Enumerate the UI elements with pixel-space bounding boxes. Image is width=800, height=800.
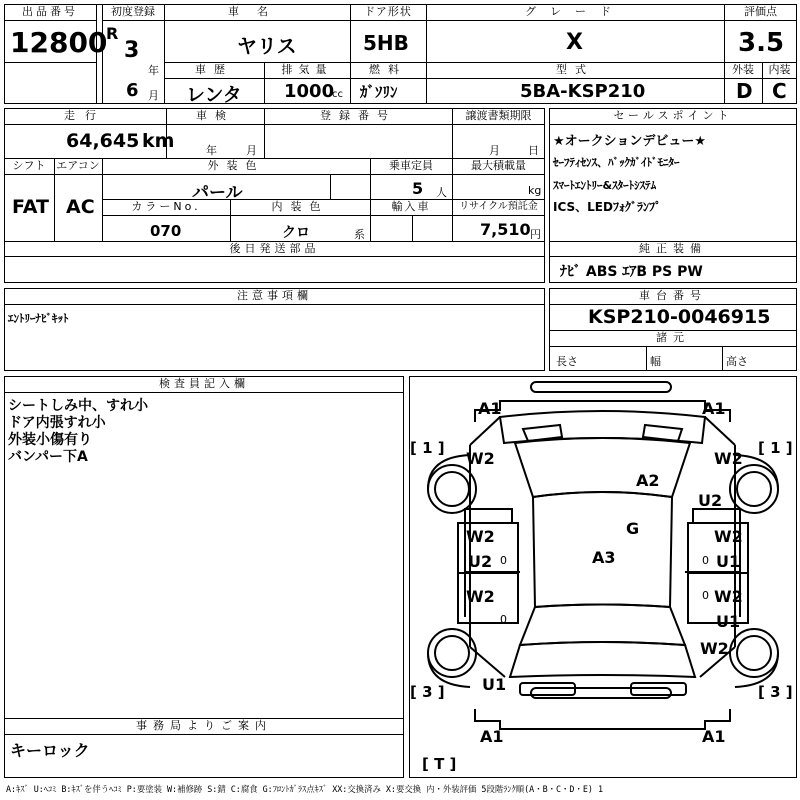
mark-a1-tl: A1 [478,399,502,418]
inspector-line-3: 外装小傷有り [8,432,92,448]
car-name: ヤリス [237,34,297,58]
mark-u2-ml: U2 [468,552,493,571]
ext-label: 外装 [732,63,754,76]
dim-height: 高さ [726,355,748,368]
mark-u1-bl: U1 [482,675,507,694]
mark-u2-r: U2 [698,491,723,510]
model-code: 5BA-KSP210 [520,81,646,102]
reg-month: 6 [126,80,139,101]
capacity: 5 [412,179,424,198]
sales-line-2: ｾｰﾌﾃｨｾﾝｽ、ﾊﾞｯｸｶﾞｲﾄﾞﾓﾆﾀｰ [553,156,680,169]
inspector-label: 検査員記入欄 [159,377,249,390]
load-label: 最大積載量 [471,159,526,172]
capacity-label: 乗車定員 [389,159,433,172]
mark-bracket-1l: [ 1 ] [410,439,445,457]
mark-zero-3: 0 [500,613,507,626]
score-label: 評価点 [744,5,777,18]
office-note: キーロック [10,741,90,760]
mark-a3: A3 [592,548,616,567]
disp-unit: cc [332,89,343,100]
history: レンタ [186,84,242,106]
year-unit: 年 [148,64,159,77]
load-unit: kg [528,184,542,197]
mark-zero-2: 0 [702,554,709,567]
mark-w2-ml: W2 [466,527,495,546]
reg-year: 3 [124,38,140,63]
mark-a1-tr: A1 [702,399,726,418]
sales-line-1: ★オークションデビュー★ [553,134,707,149]
mileage: 64,645 [66,130,140,152]
import-label: 輸入車 [391,200,431,213]
shift-label: シフト [12,159,46,172]
inspector-line-1: シートしみ中、すれ小 [8,398,148,414]
int-label: 内装 [768,63,791,76]
sales-label: セールスポイント [613,109,733,122]
intcolor-unit: 系 [354,228,365,241]
int-grade: C [772,79,787,103]
fuel: ｶﾞｿﾘﾝ [360,83,398,101]
displacement: 1000 [284,81,335,102]
color-label: 外装色 [207,159,265,172]
mileage-unit: km [142,130,175,152]
colorno: 070 [150,222,182,240]
mark-zero-1: 0 [500,554,507,567]
lot-no-label: 出品番号 [22,5,78,18]
inspector-line-2: ドア内張すれ小 [8,415,106,431]
insp-year: 年 [206,144,217,157]
later-label: 後日発送部品 [229,242,320,255]
color: パール [192,183,243,203]
inspector-line-4: バンパー下A [8,449,88,465]
chassis-no: KSP210-0046915 [588,306,771,328]
insp-month: 月 [246,144,257,157]
transfer-label: 譲渡書類期限 [465,109,532,122]
mark-w2-rr: W2 [714,587,743,606]
mark-u1-mr: U1 [716,552,741,571]
grade-label: グレード [525,5,625,18]
tr-day: 日 [528,144,539,157]
mark-a1-br: A1 [702,727,726,746]
mileage-label: 走行 [64,109,106,122]
recycle-label: リサイクル預託金 [459,201,538,212]
office-label: 事務局よりご案内 [136,719,272,732]
equip: ﾅﾋﾞ ABS ｴｱB PS PW [560,264,703,280]
colorno-label: カラーNo. [131,200,201,213]
mark-zero-4: 0 [702,589,709,602]
mark-w2-mr: W2 [714,527,743,546]
first-reg-label: 初度登録 [111,5,155,18]
grade: X [566,30,583,55]
sales-line-4: ICS、LEDﾌｫｸﾞﾗﾝﾌﾟ [553,200,661,214]
mark-u1-rr: U1 [716,612,741,631]
notes-label: 注意事項欄 [237,289,312,302]
recycle-unit: 円 [530,228,541,241]
chassis-label: 車台番号 [639,289,707,302]
intcolor-label: 内装色 [271,200,329,213]
lot-no: 12800 [10,26,108,59]
mark-w2-br: W2 [700,639,729,658]
mark-w2-fl: W2 [466,449,495,468]
history-label: 車歴 [195,63,233,76]
dims-label: 諸元 [656,331,690,344]
model-label: 型式 [556,63,594,76]
legend: A:ｷｽﾞ U:ﾍｺﾐ B:ｷｽﾞを伴うﾍｺﾐ P:要塗装 W:補修跡 S:錆 C:腐食 G:ﾌﾛﾝﾄｶﾞﾗｽ点ｷｽﾞ XX:交換済み X:要交換 内・外装評価 5段階ﾗﾝｸ順(A・B・C・D・E) 1 [6,784,604,794]
shift: FAT [12,196,49,218]
ac: AC [66,196,95,218]
equip-label: 純正装備 [639,242,707,255]
door-type: 5HB [363,31,409,55]
recycle: 7,510 [480,220,531,239]
mark-a1-bl: A1 [480,727,504,746]
damage-diagram [409,376,797,778]
door-label: ドア形状 [364,5,412,18]
mark-a2: A2 [636,471,660,490]
dim-length: 長さ [556,355,578,368]
score: 3.5 [738,28,785,58]
tr-month: 月 [489,144,500,157]
mark-bracket-3l: [ 3 ] [410,683,445,701]
sales-line-3: ｽﾏｰﾄｴﾝﾄﾘｰ&ｽﾀｰﾄｼｽﾃﾑ [553,179,657,192]
mark-w2-fr: W2 [714,449,743,468]
month-unit: 月 [148,89,159,102]
era: R [106,24,119,43]
fuel-label: 燃料 [369,63,407,76]
ac-label: エアコン [56,159,100,172]
mark-bracket-t: [ T ] [422,755,457,773]
regno-label: 登録番号 [320,109,396,122]
mark-g: G [626,519,640,538]
intcolor: クロ [282,225,310,241]
mark-w2-rl: W2 [466,587,495,606]
disp-label: 排気量 [281,63,333,76]
notes: ｴﾝﾄﾘｰﾅﾋﾞｷｯﾄ [8,312,69,325]
car-outline [410,377,796,777]
name-label: 車名 [228,5,286,18]
mark-bracket-1r: [ 1 ] [758,439,793,457]
dim-width: 幅 [650,355,661,368]
ext-grade: D [736,79,753,103]
inspection-label: 車検 [196,109,234,122]
mark-bracket-3r: [ 3 ] [758,683,793,701]
capacity-unit: 人 [436,186,447,199]
